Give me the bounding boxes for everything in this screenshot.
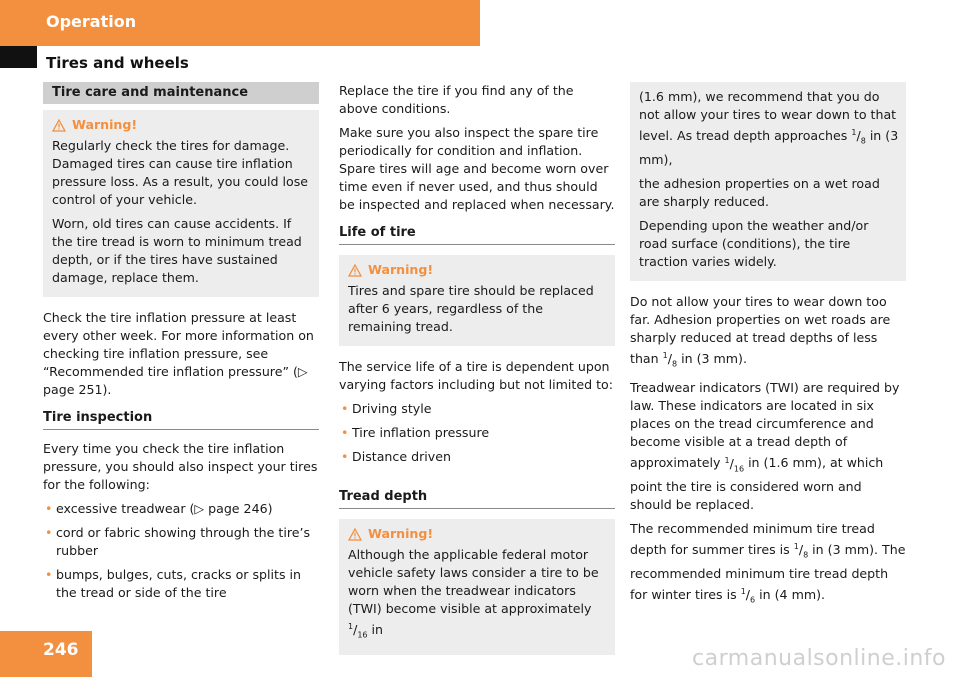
paragraph: The recommended minimum tire tread depth for summer tires is $^1/_8$ in (3 mm). The recommended minimum tire tread depth for winter tires is $^1/_6$ in (4 mm). [630, 521, 906, 605]
warning-box [339, 255, 615, 346]
fraction: $^1/_{16}$ [724, 455, 745, 474]
warning-icon [52, 119, 66, 132]
subheading: Tire inspection [43, 409, 319, 430]
paragraph: Every time you check the tire inflation pressure, you should also inspect your tires for the following: [43, 441, 318, 492]
bullet-icon: • [45, 501, 53, 516]
page-number-tab [0, 631, 92, 677]
bullet-icon: • [341, 425, 349, 440]
page-number: 246 [43, 640, 79, 660]
paragraph: Replace the tire if you find any of the above conditions. [339, 83, 574, 116]
warning-box [339, 519, 615, 655]
column-2 [339, 82, 615, 667]
paragraph: Make sure you also inspect the spare tire periodically for condition and inflation. Spare tires will age and become worn over time even if never used, and thus should be inspected and replaced when necessary. [339, 125, 615, 212]
bullet-icon: • [341, 449, 349, 464]
list-item: • Tire inflation pressure [341, 425, 490, 440]
list-item: • excessive treadwear (▷ page 246) [45, 501, 273, 516]
list-item: • cord or fabric showing through the tire’s rubber [45, 525, 311, 558]
warning-icon [348, 264, 362, 277]
fraction: $^1/_8$ [851, 128, 866, 146]
list-item: • Driving style [341, 401, 432, 416]
bullet-icon: • [341, 401, 349, 416]
subheading: Life of tire [339, 224, 615, 245]
paragraph: The service life of a tire is dependent upon varying factors including but not limited to: [339, 359, 613, 392]
fraction: $^1/_6$ [740, 586, 756, 605]
warning-icon [348, 528, 362, 541]
warning-label: Warning! [368, 262, 434, 277]
warning-box [43, 110, 319, 297]
fraction: $^1/_{16}$ [348, 622, 368, 640]
warning-label: Warning! [72, 117, 138, 132]
warning-text: Although the applicable federal motor vehicle safety laws consider a tire to be worn when the treadwear indicators (TWI) become visible at approximately $^1/_{16}$ in [348, 547, 599, 640]
warning-text: Depending upon the weather and/or road surface (conditions), the tire traction varies widely. [639, 217, 869, 269]
chapter-tab [0, 0, 480, 46]
paragraph: Treadwear indicators (TWI) are required by law. These indicators are located in six places on the tread circumference and become visible at a tread depth of approximately $^1/_{16}$ in (1.6 mm), at which point the tire is considered worn and should be replaced. [630, 380, 900, 513]
list-item: • Distance driven [341, 449, 451, 464]
warning-text: (1.6 mm), we recommend that you do not allow your tires to wear down to that level. As tread depth approaches $^1/_8$ in (3 mm), [639, 89, 899, 167]
list-item: • bumps, bulges, cuts, cracks or splits in the tread or side of the tire [45, 567, 302, 600]
page-reference-link[interactable]: ▷ page 251 [43, 364, 308, 397]
fraction: $^1/_8$ [662, 350, 678, 369]
watermark: carmanualsonline.info [692, 646, 946, 671]
warning-text: the adhesion properties on a wet road are sharply reduced. [639, 175, 880, 209]
warning-text: Tires and spare tire should be replaced after 6 years, regardless of the remaining tread. [348, 283, 594, 334]
box-title: Tire care and maintenance [43, 82, 319, 104]
warning-box-continued [630, 82, 906, 281]
warning-text: Regularly check the tires for damage. Damaged tires can cause tire inflation pressure loss. As a result, you could lose control of your vehicle. [52, 138, 309, 207]
column-1 [43, 82, 319, 608]
chapter-title: Operation [46, 12, 137, 31]
fraction: $^1/_8$ [793, 542, 809, 560]
paragraph: Check the tire inflation pressure at least every other week. For more information on checking tire inflation pressure, see “Recommended tire inflation pressure” (▷ page 251). [43, 310, 314, 397]
section-title: Tires and wheels [46, 54, 189, 72]
subheading: Tread depth [339, 488, 615, 509]
bullet-icon: • [45, 525, 53, 540]
warning-label: Warning! [368, 526, 434, 541]
warning-text: Worn, old tires can cause accidents. If the tire tread is worn to minimum tread depth, or if the tires have sustained damage, replace them. [52, 216, 302, 285]
column-3 [630, 82, 906, 616]
section-marker [0, 46, 37, 68]
bullet-icon: • [45, 567, 53, 582]
paragraph: Do not allow your tires to wear down too far. Adhesion properties on wet roads are sharply reduced at tread depths of less than $^1/_8$ in (3 mm). [630, 293, 891, 369]
